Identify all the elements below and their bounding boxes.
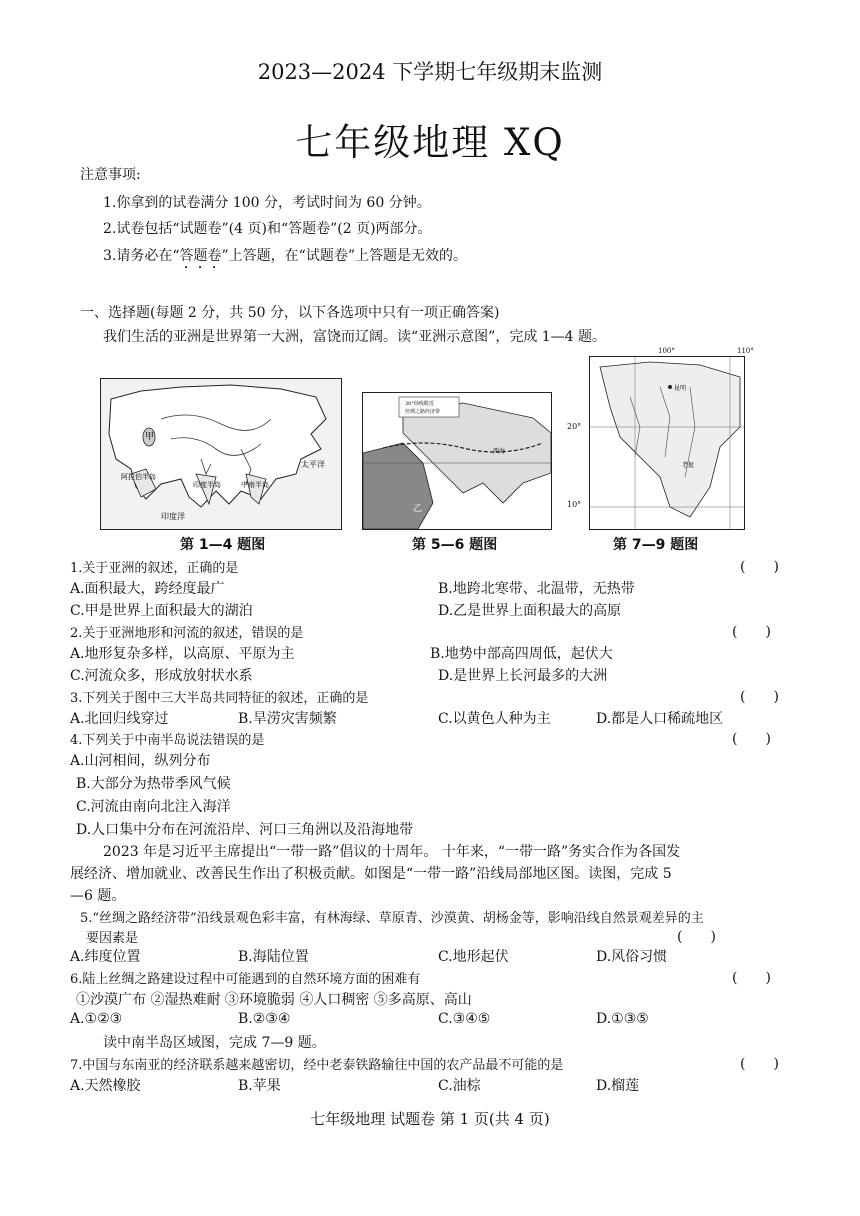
q2-option-c: C.河流众多，形成放射状水系 [70,668,253,684]
answer-blank-6: ( ) [732,970,771,986]
question-3-stem: 3.下列关于图中三大半岛共同特征的叙述，正确的是 [70,691,369,706]
question-4-stem: 4.下列关于中南半岛说法错误的是 [70,733,265,748]
exam-subtitle: 七年级地理 XQ [295,121,565,164]
notice-item-1: 1.你拿到的试卷满分 100 分，考试时间为 60 分钟。 [103,195,431,211]
question-1-stem: 1.关于亚洲的叙述，正确的是 [70,561,239,576]
page-footer: 七年级地理 试题卷 第 1 页(共 4 页) [310,1110,550,1128]
label-kunming: 昆明 [674,385,687,392]
q1-option-d: D.乙是世界上面积最大的高原 [438,603,622,619]
q3-option-d: D.都是人口稀疏地区 [596,711,724,727]
q6-option-c: C.③④⑤ [438,1011,491,1027]
q1-option-b: B.地跨北寒带、北温带，无热带 [438,581,635,597]
answer-blank-4: ( ) [732,731,771,747]
label-yi: 乙 [413,504,423,514]
q5-option-a: A.纬度位置 [70,949,141,965]
notice-heading: 注意事项: [80,167,141,183]
legend-silk-road: 丝绸之路经济带 [405,409,441,415]
label-lat-20: 20° [567,422,582,431]
question-5-stem-line-1: 5.“丝绸之路经济带”沿线景观色彩丰富，有林海绿、草原青、沙漠黄、胡杨金等，影响沿线自然景观差异的主 [80,911,704,926]
figure-caption-3: 第 7—9 题图 [613,537,699,553]
question-7-stem: 7.中国与东南亚的经济联系越来越密切，经中老泰铁路输往中国的农产品最不可能的是 [70,1058,564,1073]
belt-road-map-figure [362,392,552,530]
label-pacific: 太平洋 [301,460,325,469]
q6-option-d: D.①③⑤ [596,1011,649,1027]
asia-map-figure [100,378,342,530]
label-india: 印度半岛 [193,481,221,489]
q6-option-b: B.②③④ [238,1011,291,1027]
label-xihai: 西海 [493,448,506,455]
q5-option-c: C.地形起伏 [438,949,509,965]
label-lon-110: 110° [737,347,754,355]
asia-map-drawing [101,379,341,529]
belt-road-map-drawing [363,393,551,529]
q5-option-d: D.风俗习惯 [596,949,668,965]
indochina-map-figure [589,356,745,530]
answer-blank-7: ( ) [740,1056,779,1072]
q3-option-b: B.旱涝灾害频繁 [238,711,337,727]
question-2-stem: 2.关于亚洲地形和河流的叙述，错误的是 [70,626,304,641]
notice-item-3: 3.请务必在“答题卷”上答题，在“试题卷”上答题是无效的。 [103,248,467,264]
figure-caption-1: 第 1—4 题图 [180,537,266,553]
q6-statements: ①沙漠广布 ②湿热难耐 ③环境脆弱 ④人口稠密 ⑤多高原、高山 [76,992,472,1008]
emphasized-text: 答题卷 [179,248,222,264]
answer-blank-3: ( ) [740,689,779,705]
passage-belt-road-line-3: —6 题。 [70,888,126,904]
figure-caption-2: 第 5—6 题图 [412,537,498,553]
q3-option-c: C.以黄色人种为主 [438,711,551,727]
passage-belt-road-line-2: 展经济、增加就业、改善民生作出了积极贡献。如图是“一带一路”沿线局部地区图。读图，完成 5 [70,866,672,882]
label-arabia: 阿拉伯半岛 [121,473,156,481]
answer-blank-2: ( ) [732,624,771,640]
question-6-stem: 6.陆上丝绸之路建设过程中可能遇到的自然环境方面的困难有 [70,972,421,987]
answer-blank-1: ( ) [740,559,779,575]
q4-option-a: A.山河相间，纵列分布 [70,753,211,769]
q5-option-b: B.海陆位置 [238,949,309,965]
section-heading: 一、选择题(每题 2 分，共 50 分，以下各选项中只有一项正确答案) [80,305,500,321]
label-lon-100: 100° [658,347,675,355]
question-5-stem-line-2: 要因素是 [86,931,139,946]
q7-option-c: C.油棕 [438,1078,481,1094]
legend-30-latitude: 30°纬线附近 [405,401,434,407]
passage-indochina: 读中南半岛区域图，完成 7—9 题。 [103,1035,326,1051]
q4-option-c: C.河流由南向北注入海洋 [76,799,231,815]
q7-option-a: A.天然橡胶 [70,1078,141,1094]
section-intro: 我们生活的亚洲是世界第一大洲，富饶而辽阔。读“亚洲示意图”，完成 1—4 题。 [103,329,607,345]
notice-item-2: 2.试卷包括“试题卷”(4 页)和“答题卷”(2 页)两部分。 [103,221,432,237]
q3-option-a: A.北回归线穿过 [70,711,169,727]
exam-title: 2023—2024 下学期七年级期末监测 [257,60,603,84]
q1-option-a: A.面积最大，跨经度最广 [70,581,225,597]
indochina-map-drawing [590,357,744,529]
passage-belt-road-line-1: 2023 年是习近平主席提出“一带一路”倡议的十周年。 十年来，“一带一路”务实合作为各国发 [103,844,681,860]
label-jia: 甲 [145,432,155,442]
q6-option-a: A.①②③ [70,1011,123,1027]
q2-option-d: D.是世界上长河最多的大洲 [438,668,608,684]
q2-option-a: A.地形复杂多样，以高原、平原为主 [70,646,295,662]
q7-option-b: B.苹果 [238,1078,281,1094]
answer-blank-5: ( ) [677,929,716,945]
q4-option-b: B.大部分为热带季风气候 [76,776,231,792]
q2-option-b: B.地势中部高四周低，起伏大 [430,646,613,662]
label-indian-ocean: 印度洋 [161,512,185,521]
label-lat-10: 10° [567,500,582,509]
label-laos: 老挝 [682,462,695,469]
q4-option-d: D.人口集中分布在河流沿岸、河口三角洲以及沿海地带 [76,822,414,838]
label-indochina: 中南半岛 [241,481,269,489]
q7-option-d: D.榴莲 [596,1078,640,1094]
q1-option-c: C.甲是世界上面积最大的湖泊 [70,603,253,619]
